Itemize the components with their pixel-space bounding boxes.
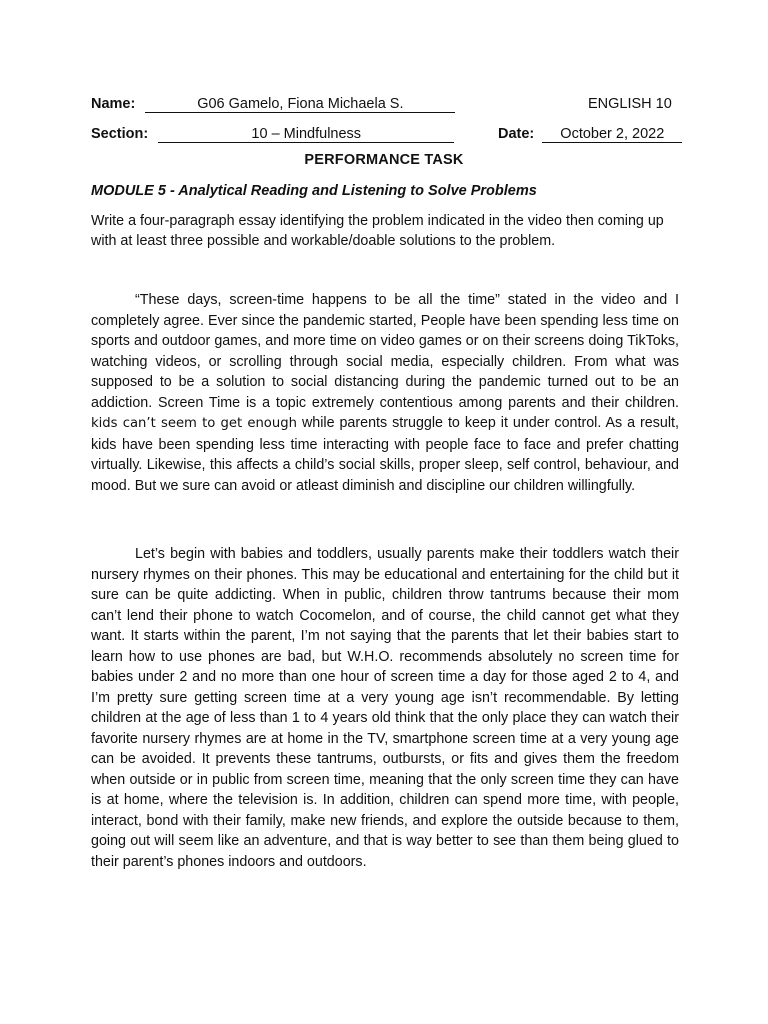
date-value: October 2, 2022 [542, 126, 682, 143]
paragraph-1-highlight: kids can’t seem to get enough [91, 416, 297, 431]
instructions: Write a four-paragraph essay identifying the problem indicated in the video then coming up with at least three possible and workable/doable solutions to the problem. [91, 213, 664, 249]
paragraph-1-part-1: “These days, screen-time happens to be all the time” stated in the video and I completely agree. Ever since the pandemic started, People have been spending less time on sports and outdoor games, and more time on video games or on their screens doing TikToks, watching videos, or scrolling through social media, especially children. From what was supposed to be a solution to social distancing during the pandemic turned out to be an addiction. Screen Time is a topic extremely contentious among parents and their children. [91, 292, 679, 411]
module-title: MODULE 5 - Analytical Reading and Listening to Solve Problems [91, 183, 537, 199]
date-label: Date: [498, 126, 535, 142]
section-row [91, 125, 454, 143]
name-label: Name: [91, 96, 136, 112]
essay-paragraph-1 [91, 290, 679, 496]
date-row [498, 125, 682, 143]
name-value: G06 Gamelo, Fiona Michaela S. [145, 96, 455, 113]
essay-paragraph-2: Let’s begin with babies and toddlers, usually parents make their toddlers watch their nursery rhymes on their phones. This may be educational and entertaining for the child but it sure can be quite addicting. When in public, children throw tantrums because their mom can’t lend their phone to watch Cocomelon, and of course, the child cannot get what they want. It starts within the parent, I’m not saying that the parents that let their babies start to learn how to use phones are bad, but W.H.O. recommends absolutely no screen time for babies under 2 and no more than one hour of screen time a day for those aged 2 to 4, and I’m pretty sure getting screen time at a very young age isn’t recommendable. By letting children at the age of less than 1 to 4 years old think that the only place they can watch their favorite nursery rhymes are at home in the TV, smartphone screen time at a very young age can be avoided. It prevents these tantrums, outbursts, or fits and gives them the freedom when outside or in public from screen time, meaning that the only screen time they can have is at home, where the television is. In addition, children can spend more time, with people, interact, bond with their family, make new friends, and explore the outside because to them, going out will seem like an adventure, and that is way better to see than them being glued to their parent’s phones indoors and outdoors. [91, 546, 679, 870]
paragraph-1-part-2: while parents struggle to keep it under control. As a result, kids have been spending less time interacting with people face to face and prefer chatting virtually. Likewise, this affects a child’s social skills, proper sleep, self control, behaviour, and mood. But we sure can avoid or atleast diminish and discipline our children willingfully. [91, 415, 679, 494]
section-value: 10 – Mindfulness [158, 126, 454, 143]
subject-label: ENGLISH 10 [588, 96, 672, 112]
task-title: PERFORMANCE TASK [304, 152, 464, 168]
section-label: Section: [91, 126, 149, 142]
name-row [91, 95, 455, 113]
